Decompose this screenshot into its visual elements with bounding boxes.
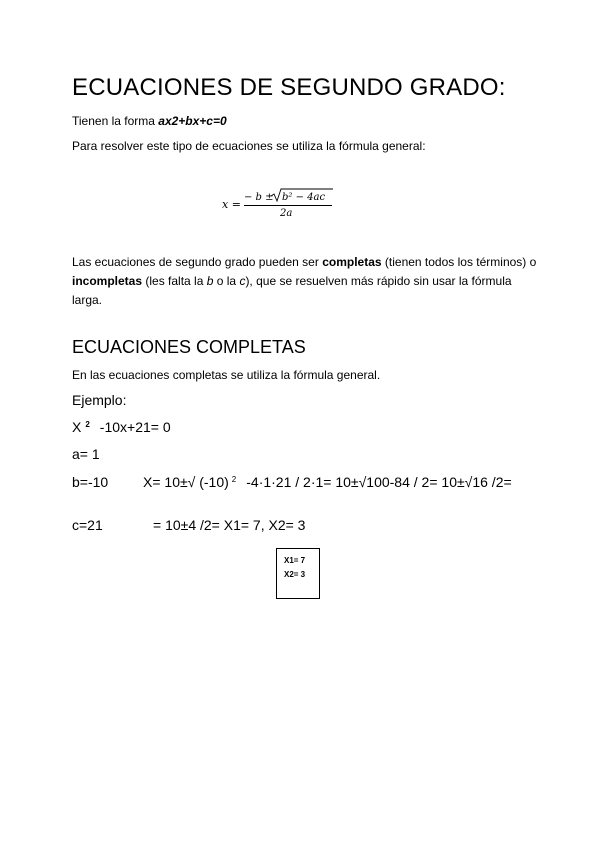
c-value: c=21 xyxy=(72,517,103,533)
formula-lhs: x = xyxy=(222,198,241,211)
formula-radicand: b² − 4ac xyxy=(282,192,326,203)
general-form: ax2+bx+c=0 xyxy=(158,114,227,128)
result-box xyxy=(276,548,320,599)
resolve-text: Para resolver este tipo de ecuaciones se utiliza la fórmula general: xyxy=(72,139,426,153)
a-value: a= 1 xyxy=(72,446,100,462)
intro-line xyxy=(72,114,227,128)
b-value: b=-10 xyxy=(72,474,109,490)
example-equation: X $^2$ -10x+21= 0 xyxy=(72,419,171,435)
example-label: Ejemplo: xyxy=(72,392,127,408)
formula-numerator: − b ± b² − 4ac xyxy=(244,192,330,210)
intro-prefix: Tienen la forma xyxy=(72,114,159,128)
result-x2: X2= 3 xyxy=(284,570,306,579)
result-line: = 10±4 /2= X1= 7, X2= 3 xyxy=(153,517,306,533)
incompletas-term: incompletas xyxy=(72,274,143,288)
types-paragraph: Las ecuaciones de segundo grado pueden ser completas (tienen todos los términos) o incompletas (les falta la b o la c), que se resuelven más rápido sin usar la fórmula larga. xyxy=(72,255,537,307)
formula-denominator: 2a xyxy=(280,208,293,219)
section-heading: ECUACIONES COMPLETAS xyxy=(72,337,306,357)
completas-term: completas xyxy=(322,255,382,269)
x-calculation: X= 10±√ (-10) $^2$ -4·1·21 / 2·1= 10±√100-84 / 2= 10±√16 /2= xyxy=(143,474,512,490)
quadratic-formula xyxy=(222,186,342,224)
section-text: En las ecuaciones completas se utiliza la fórmula general. xyxy=(72,368,381,382)
page-title: ECUACIONES DE SEGUNDO GRADO: xyxy=(72,74,506,101)
fraction-bar xyxy=(244,205,332,206)
result-x1: X1= 7 xyxy=(284,556,306,565)
